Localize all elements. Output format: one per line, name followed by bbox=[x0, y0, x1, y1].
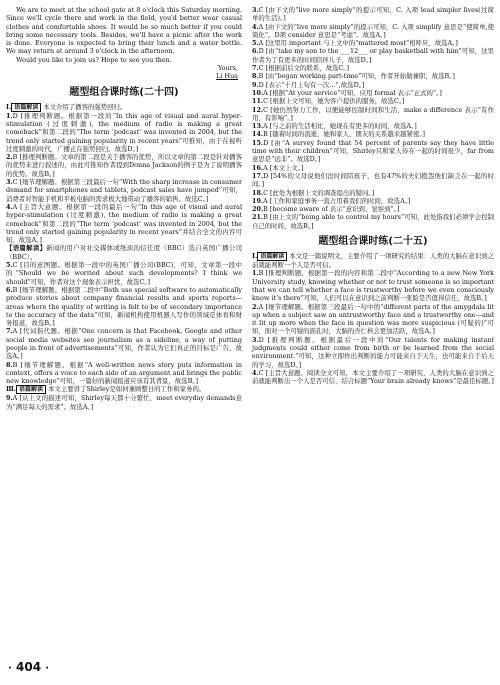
answer-item: 14.B [随着时间的流逝，她和家人、朋友的关系越来越紧密。] bbox=[252, 130, 426, 139]
letter-paragraph-2: Would you like to join us? Hope to see you then. bbox=[16, 55, 172, 64]
left-column bbox=[6, 6, 242, 411]
answer-item: 3.C [细节理解题。根据第三段最后一句“With the sharp increase in consumer demand for smartphones and tablets, podcast sales have jumped”可知，消费者对智能手机和平板电脑的需求极大地带动了播客的销售。故选C。] bbox=[6, 178, 242, 203]
answer-item: 7.A [代词指代题。根据“One concern is that Facebook, Google and other social media websites see journalism as a sideline, a way of putting people in front of advertisements”可知，作者认为它们真正的目标是广告，故选A。] bbox=[6, 327, 242, 361]
answer-item: 3.D [推理判断题。根据最后一段中的“Our talents for making instant judgments could either come from birth or be learned from the social environment.”可知，这种立即作出判断的能力可能来自于天生，也可能来自于后天的学习，故选D。] bbox=[252, 335, 494, 369]
answer-item: 19.A [工作和家庭事务一直占用着我们的时间，故选A。] bbox=[252, 196, 411, 205]
answer-item: 13.A [与之前的生活相比，她现在有更多的时间，故选A。] bbox=[252, 122, 417, 131]
answer-item: 5.C [目的意图题。根据第一段中的英国广播公司(BBC)，可知，文章第一段中的“Should we be worried about such developments? I think we should”可知，作者对这个现象表示担忧，故选C。] bbox=[6, 261, 242, 286]
page-number: · 404 · bbox=[8, 660, 50, 674]
letter-signature: Li Hua bbox=[216, 72, 238, 81]
right-column bbox=[252, 6, 494, 385]
part1-intro bbox=[6, 103, 242, 112]
answer-item: 4.A [主旨大意题。根据第一段的最后一句“In this age of visual and aural hyper-stimulation (过度刺激), the medium of radio is making a great comeback”和第二段的“The term ‘podcast’ was invented in 2004, but the trend only started gaining popularity in recent years”并结合全文的内容可知。故选A。] bbox=[6, 202, 242, 245]
answer-item: 10.A [根据“At your service”可知，应用 formal 表示“正式的”。] bbox=[252, 88, 442, 97]
section-title-24: 题型组合课时练(二十四) bbox=[69, 86, 179, 98]
answer-item: 20.B [become aware of 表示“意识到，觉察到”。] bbox=[252, 205, 400, 214]
answer-item: 4.A [由下文的“live more simply”的提示可知，C. 入项 simplify 意思是“使简单,使简化”。D项 consider 意思是“考虑”。故选A。] bbox=[252, 22, 494, 39]
answer-item: 5.A [这里用 important 与上文中的“mattered most”相呼应，故选A。] bbox=[252, 39, 458, 48]
answer-item: 12.C [她仍然努力工作，以便能够控制时间和生活，make a difference 表示“有作用，有影响”。] bbox=[252, 105, 494, 122]
answer-item: 17.D [54%的父母说他们没时间陪孩子，也有47%的夫妇抱怨他们缺乏在一起的时间。] bbox=[252, 171, 494, 189]
answer-item: 4.C [主旨大意题。阅读全文可知，本文主要介绍了一项研究，人类的大脑在意识到之前就能判断出一个人是否可信，结合标题“Your brain already knows”是最佳标题。] bbox=[252, 368, 494, 386]
answer-item: 3.C [由下文的“live more simply”的提示可知，C. 入项 lead simpler lives(过简单的生活)。] bbox=[252, 6, 494, 23]
answer-item: 8.B [细节理解题。根据“A well-written news story puts information in context, offers a voice to each side of an argument and brings the public new knowledge”可知，一篇好的新闻报道应该有其背景，故选B。] bbox=[6, 360, 242, 386]
answer-item: 1.D [推理判断题。根据第一段的“In this age of visual and aural hyper-stimulation (过度刺激), the medium of radio is making a great comeback”和第二段的“The term ‘podcast’ was invented in 2004, but the trend only started gaining popularity in recent years”可推知，由于在视听过度刺激的时代，广播正在强势回归。故选D。] bbox=[6, 111, 242, 153]
answer-item: 21.B [由上文的“being able to control my hours”可知，此处指我们必须学会控制自己的时间，故选B。] bbox=[252, 213, 494, 230]
part1-intro-25: Ⅰ. 语篇解读 本文是一篇说明文，主要介绍了一项研究的结果：人类的大脑在意识到之前就能判断一个人是否可信。 bbox=[252, 252, 495, 270]
answer-item: 9.A [从上文的描述可知，Shirley每天都十分繁忙，meet everyday demands意为“满足每天的需求”。故选A。] bbox=[6, 394, 242, 411]
answer-item: 6.D [由“take my son to the ___12___ or play basketball with him”可知，这里作者为了有更多的时间陪伴儿子，故选D。] bbox=[252, 47, 494, 64]
part1-label: Ⅰ. bbox=[6, 102, 12, 111]
answer-item: 6.B [细节理解题。根据第二段中“Both use special software to automatically produce stories about company financial results and sports reports—areas where the quality of writing is felt to be of secondary importance to the accuracy of the data”可知，新闻机构使用机器人写作的领域是体育和财务报道，故选B。] bbox=[6, 285, 242, 328]
answer-item: 2.B [推理判断题。文章的第二段是关于播客的优势，所以文章的第二段是针对播客的优势来进行叙述的，由此可推知作者提到Donna Jackson的例子是为了说明播客的优势。故选B。] bbox=[6, 153, 242, 178]
part1-tag: 语篇解读 bbox=[11, 103, 41, 112]
part3-intro: Ⅲ. 语篇解读 本文主要讲了Shirley是如何兼顾整日的工作和家务的。 bbox=[6, 385, 206, 394]
answer-item: 2.A [细节理解题。根据第三段最后一句中的“different parts of the amygdala lit up when a subject saw an untrustworthy face and a trustworthy one—and it lit up more when the face in question was more suspicious (可疑的)”可知，面对一个可疑的面孔时，大脑的杏仁核会更加活跃，故选A。] bbox=[252, 302, 494, 336]
section-title-25: 题型组合课时练(二十五) bbox=[318, 236, 428, 248]
answer-item: 15.D [由“A survey found that 54 percent of parents say they have little time with their children”可知，Shirley只和家人待在一起的时间很少，far from意思是“远非”。故选D。] bbox=[252, 138, 494, 164]
answer-item: 9.D [表示“十月上旬有一次…”,故选D。] bbox=[252, 80, 365, 89]
answer-item: 18.C [此处为根据上文的调查提出的疑问。] bbox=[252, 188, 375, 197]
answer-item: 1.B [推理判断题。根据第一段的内容和第二段中“According to a new New York University study, knowing whether or not to trust someone is so important that we can tell whether a face is trustworthy before we even consciously know it’s there”可知，人们可以在意识到之前判断一张脸是否值得信任，故选B。] bbox=[252, 269, 494, 303]
part2-intro: 【语篇解读】新闻的用户对社交媒体或纸质的信任度（BBC）选自英国广播公司（BBC）。 bbox=[6, 244, 243, 261]
answer-item: 7.C [根据前后文的联系，故选C。] bbox=[252, 64, 349, 73]
answer-item: 8.B [由“began working part-time”可知，作者开始做兼职，故选B。] bbox=[252, 72, 455, 81]
answer-item: 16.A [本文上文。] bbox=[252, 163, 304, 172]
letter-closing: Yours, bbox=[218, 64, 238, 73]
answer-item: 11.C [根据上文可知，她为客户提供的服务，故选C。] bbox=[252, 97, 405, 106]
letter-paragraph-1: We are to meet at the school gate at 8 o'clock this Saturday morning. Since we'll cycle there and work in the field, you'd better wear casual clothes and comfortable shoes. It would be so much better if you could bring some necessary tools. Besides, we'll have a picnic after the work is done. Everyone is expected to bring their lunch and a water bottle. We may return at around 3 o'clock in the afternoon. bbox=[6, 6, 242, 56]
part1-intro-text: 本文介绍了播客的强势回归。 bbox=[43, 102, 127, 111]
part2-label: 【语篇解读】 bbox=[6, 244, 47, 253]
